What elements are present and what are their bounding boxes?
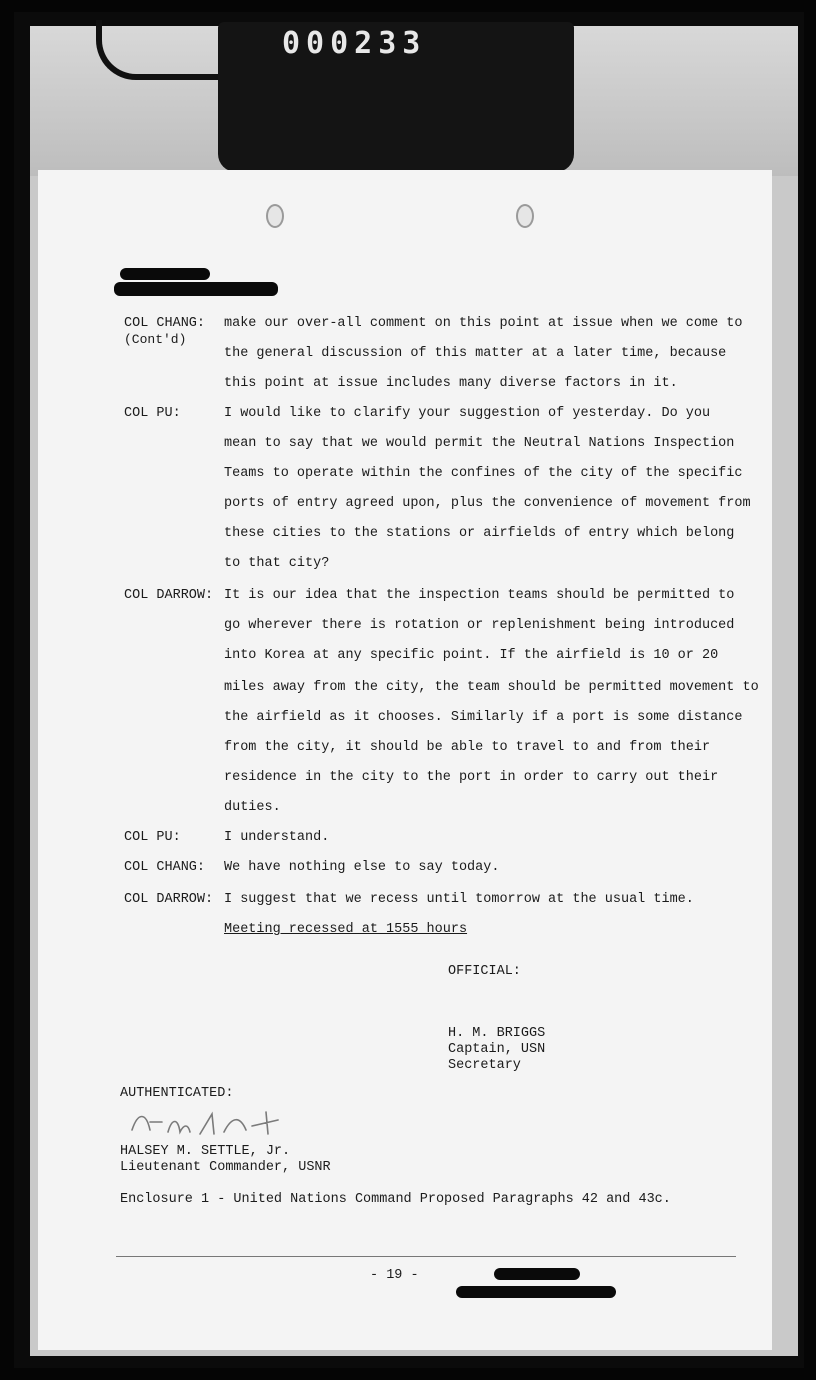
speech-line: make our over-all comment on this point at issue when we come to xyxy=(224,316,743,331)
speech-line: this point at issue includes many diverse factors in it. xyxy=(224,376,678,391)
speech-line: I suggest that we recess until tomorrow at the usual time. xyxy=(224,892,694,907)
speech-line: We have nothing else to say today. xyxy=(224,860,500,875)
speaker-continued-note: (Cont'd) xyxy=(124,332,187,347)
handwritten-signature xyxy=(128,1104,296,1144)
redaction-bar-bottom-2 xyxy=(456,1286,616,1298)
speaker-label: COL CHANG: xyxy=(124,316,206,331)
speech-line: from the city, it should be able to travel to and from their xyxy=(224,740,711,755)
speech-line: I would like to clarify your suggestion of yesterday. Do you xyxy=(224,406,711,421)
speaker-label: COL PU: xyxy=(124,406,181,421)
speech-line: mean to say that we would permit the Neutral Nations Inspection xyxy=(224,436,735,451)
counter-cable xyxy=(96,20,236,80)
authenticated-rank: Lieutenant Commander, USNR xyxy=(120,1160,331,1175)
enclosure-note: Enclosure 1 - United Nations Command Proposed Paragraphs 42 and 43c. xyxy=(120,1192,671,1207)
footer-rule xyxy=(116,1256,736,1257)
speech-line: It is our idea that the inspection teams should be permitted to xyxy=(224,588,735,603)
speech-line: these cities to the stations or airfields of entry which belong xyxy=(224,526,735,541)
page-number: - 19 - xyxy=(370,1268,419,1283)
speaker-label: COL DARROW: xyxy=(124,892,214,907)
speaker-label: COL DARROW: xyxy=(124,588,214,603)
recess-note: Meeting recessed at 1555 hours xyxy=(224,922,468,937)
speech-line: miles away from the city, the team should be permitted movement to xyxy=(224,680,759,695)
punch-hole-left xyxy=(266,204,284,228)
authenticated-name: HALSEY M. SETTLE, Jr. xyxy=(120,1144,291,1159)
speech-line: go wherever there is rotation or replenishment being introduced xyxy=(224,618,735,633)
speech-line: Teams to operate within the confines of the city of the specific xyxy=(224,466,743,481)
speech-line: to that city? xyxy=(224,556,330,571)
official-title: Secretary xyxy=(448,1058,521,1073)
punch-hole-right xyxy=(516,204,534,228)
speaker-label: COL CHANG: xyxy=(124,860,206,875)
authenticated-label: AUTHENTICATED: xyxy=(120,1086,234,1101)
speech-line: into Korea at any specific point. If the airfield is 10 or 20 xyxy=(224,648,719,663)
speech-line: I understand. xyxy=(224,830,330,845)
speaker-label: COL PU: xyxy=(124,830,181,845)
speech-line: residence in the city to the port in order to carry out their xyxy=(224,770,719,785)
redaction-bar-top-1 xyxy=(120,268,210,280)
redaction-bar-top-2 xyxy=(114,282,278,296)
frame-counter-digits: 000233 xyxy=(282,26,427,61)
speech-line: the airfield as it chooses. Similarly if a port is some distance xyxy=(224,710,743,725)
redaction-bar-bottom-1 xyxy=(494,1268,580,1280)
speech-line: the general discussion of this matter at a later time, because xyxy=(224,346,727,361)
official-label: OFFICIAL: xyxy=(448,964,521,979)
official-rank: Captain, USN xyxy=(448,1042,546,1057)
speech-line: duties. xyxy=(224,800,281,815)
speech-line: ports of entry agreed upon, plus the convenience of movement from xyxy=(224,496,751,511)
official-name: H. M. BRIGGS xyxy=(448,1026,546,1041)
